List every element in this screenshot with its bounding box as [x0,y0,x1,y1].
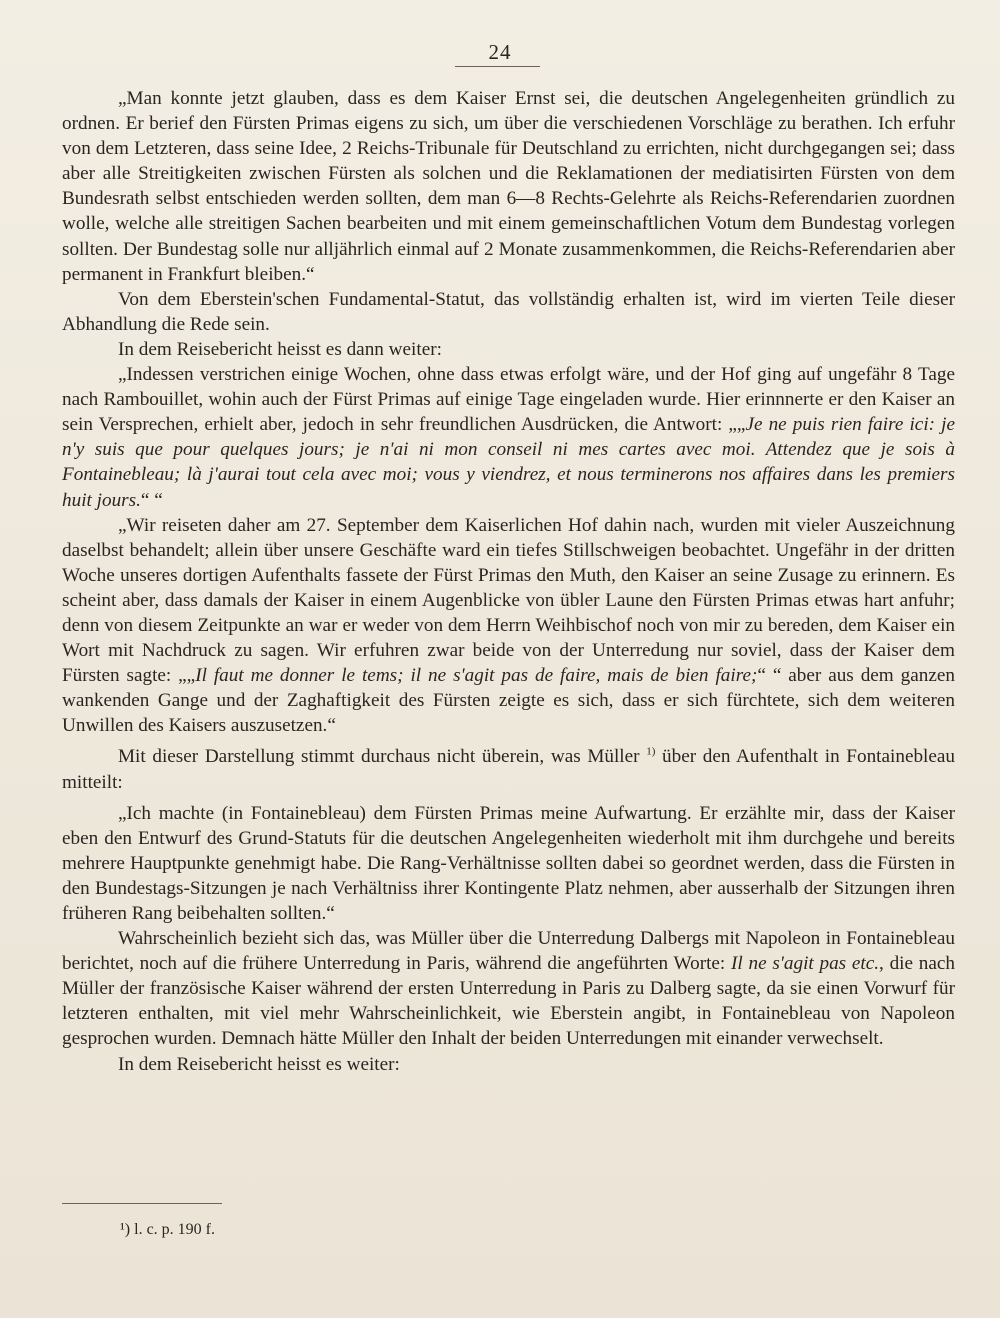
paragraph-4-text: „Indessen verstrichen einige Wochen, ohne dass etwas erfolgt wäre, und der Hof ging auf ungefähr 8 Tage nach Rambouillet, wohin auch der Fürst Primas auf einige Tage eingeladen wurde. Hier erinnnerte er den Kaiser an sein Versprechen, erhielt aber, jedoch in sehr freundlichen Ausdrücken, die Antwort: „„ [62,364,955,436]
footnote-reference: 1) [646,746,656,759]
paragraph-5-french-quote: Il faut me donner le tems; il ne s'agit pas de faire, mais de bien faire; [195,665,758,687]
paragraph-8-french-quote: Il ne s'agit pas etc. [731,953,880,975]
paragraph-5-text: „Wir reiseten daher am 27. September dem Kaiserlichen Hof dahin nach, wurden mit vieler Auszeichnung daselbst behandelt; allein über unsere Geschäfte ward ein tiefes Stillschweigen beobachtet. Ungefähr in der dritten Woche unseres dortigen Aufenthalts fassete der Fürst Primas den Muth, den Kaiser an seine Zusage zu erinnern. Es scheint aber, dass damals der Kaiser in einem Augenblicke von übler Laune den Fürsten Primas etwas hart anfuhr; denn von diesem Zeitpunkte an war er weder von dem Herrn Weihbischof noch von mir zu bereden, dem Kaiser ein Wort mit Nachdruck zu sagen. Wir erfuhren zwar beide von der Unterredung nur soviel, dass der Kaiser dem Fürsten sagte: „„ [62,514,955,687]
paragraph-1: „Man konnte jetzt glauben, dass es dem Kaiser Ernst sei, die deutschen Angelegenheiten gründlich zu ordnen. Er berief den Fürsten Primas eigens zu sich, um über die verschiedenen Vorschläge zu berathen. Ich erfuhr von dem Letzteren, dass seine Idee, 2 Reichs-Tribunale für Deutschland zu errichten, nicht durchgegangen sei; dass aber alle Streitigkeiten zwischen Fürsten als solchen und die Reklamationen der mediatisirten Fürsten von dem Bundesrath selbst entschieden werden sollten, dem man 6—8 Rechts-Gelehrte als Reichs-Referendarien zuordnen wolle, welche alle streitigen Sachen bearbeiten und mit einem gemeinschaftlichen Votum dem Bundestag vorlegen sollten. Der Bundestag solle nur alljährlich einmal auf 2 Monate zusammenkommen, die Reichs-Referendarien aber permanent in Frankfurt bleiben.“ [62,88,955,285]
paragraph-8-text: Wahrscheinlich bezieht sich das, was Müller über die Unterredung Dalbergs mit Napoleon in Fontainebleau berichtet, noch auf die frühere Unterredung in Paris, während die angeführten Worte: [62,928,955,975]
paragraph-9: In dem Reisebericht heisst es weiter: [118,1053,400,1075]
footnote-marker: ¹) [120,1221,131,1238]
paragraph-8-rest: , die nach Müller der französische Kaiser während der ersten Unterredung in Paris zu Dalberg sagte, da sie einen Vorwurf für letzteren enthalten, mit viel mehr Wahrscheinlichkeit, wie Eberstein angibt, in Fontainebleau von Napoleon gesprochen wurden. Demnach hätte Müller den Inhalt der beiden Unterredungen mit einander verwechselt. [62,953,955,1050]
paragraph-6-rest: über den Aufenthalt in Fontainebleau mitteilt: [62,746,956,793]
body-text [62,86,955,1077]
paragraph-4-french-quote: Je ne puis rien faire ici: je n'y suis que pour quelques jours; je n'ai ni mon conseil ni mes cartes avec moi. Attendez que je sois à Fontainebleau; là j'aurai tout cela avec moi; vous y viendrez, et nous terminerons nos affaires dans les premiers huit jours. [62,414,955,511]
paragraph-3: In dem Reisebericht heisst es dann weiter: [118,338,442,360]
paragraph-4 [62,362,955,513]
footnote-text: l. c. p. 190 f. [134,1221,215,1238]
page-number: 24 [488,40,512,64]
paragraph-8 [62,926,955,1051]
paragraph-6-text: Mit dieser Darstellung stimmt durchaus nicht überein, was Müller [118,746,640,768]
paragraph-5-rest: “ “ aber aus dem ganzen wankenden Gange und der Zaghaftigkeit des Fürsten zeigte es sich, dass er sich fürchtete, sich dem weiteren Unwillen des Kaisers auszusetzen.“ [62,665,955,737]
footnote [120,1220,215,1240]
paragraph-2: Von dem Eberstein'schen Fundamental-Statut, das vollständig erhalten ist, wird im vierten Teile dieser Abhandlung die Rede sein. [62,288,955,335]
paragraph-5 [62,513,955,739]
page-number-rule [455,66,540,67]
paragraph-4-closing: “ “ [140,489,163,511]
footnote-rule [62,1203,222,1204]
paragraph-7: „Ich machte (in Fontainebleau) dem Fürsten Primas meine Aufwartung. Er erzählte mir, dass der Kaiser eben den Entwurf des Grund-Statuts für die deutschen Angelegenheiten wiederholt mit ihm durchgehe und bereits mehrere Hauptpunkte genehmigt habe. Die Rang-Verhältnisse sollten dabei so geordnet werden, dass die Fürsten in den Bundestags-Sitzungen je nach Verhältniss ihrer Kontingente Platz nehmen, aber ausserhalb der Sitzungen ihren früheren Rang beibehalten sollten.“ [62,802,955,924]
paragraph-6 [62,744,955,794]
